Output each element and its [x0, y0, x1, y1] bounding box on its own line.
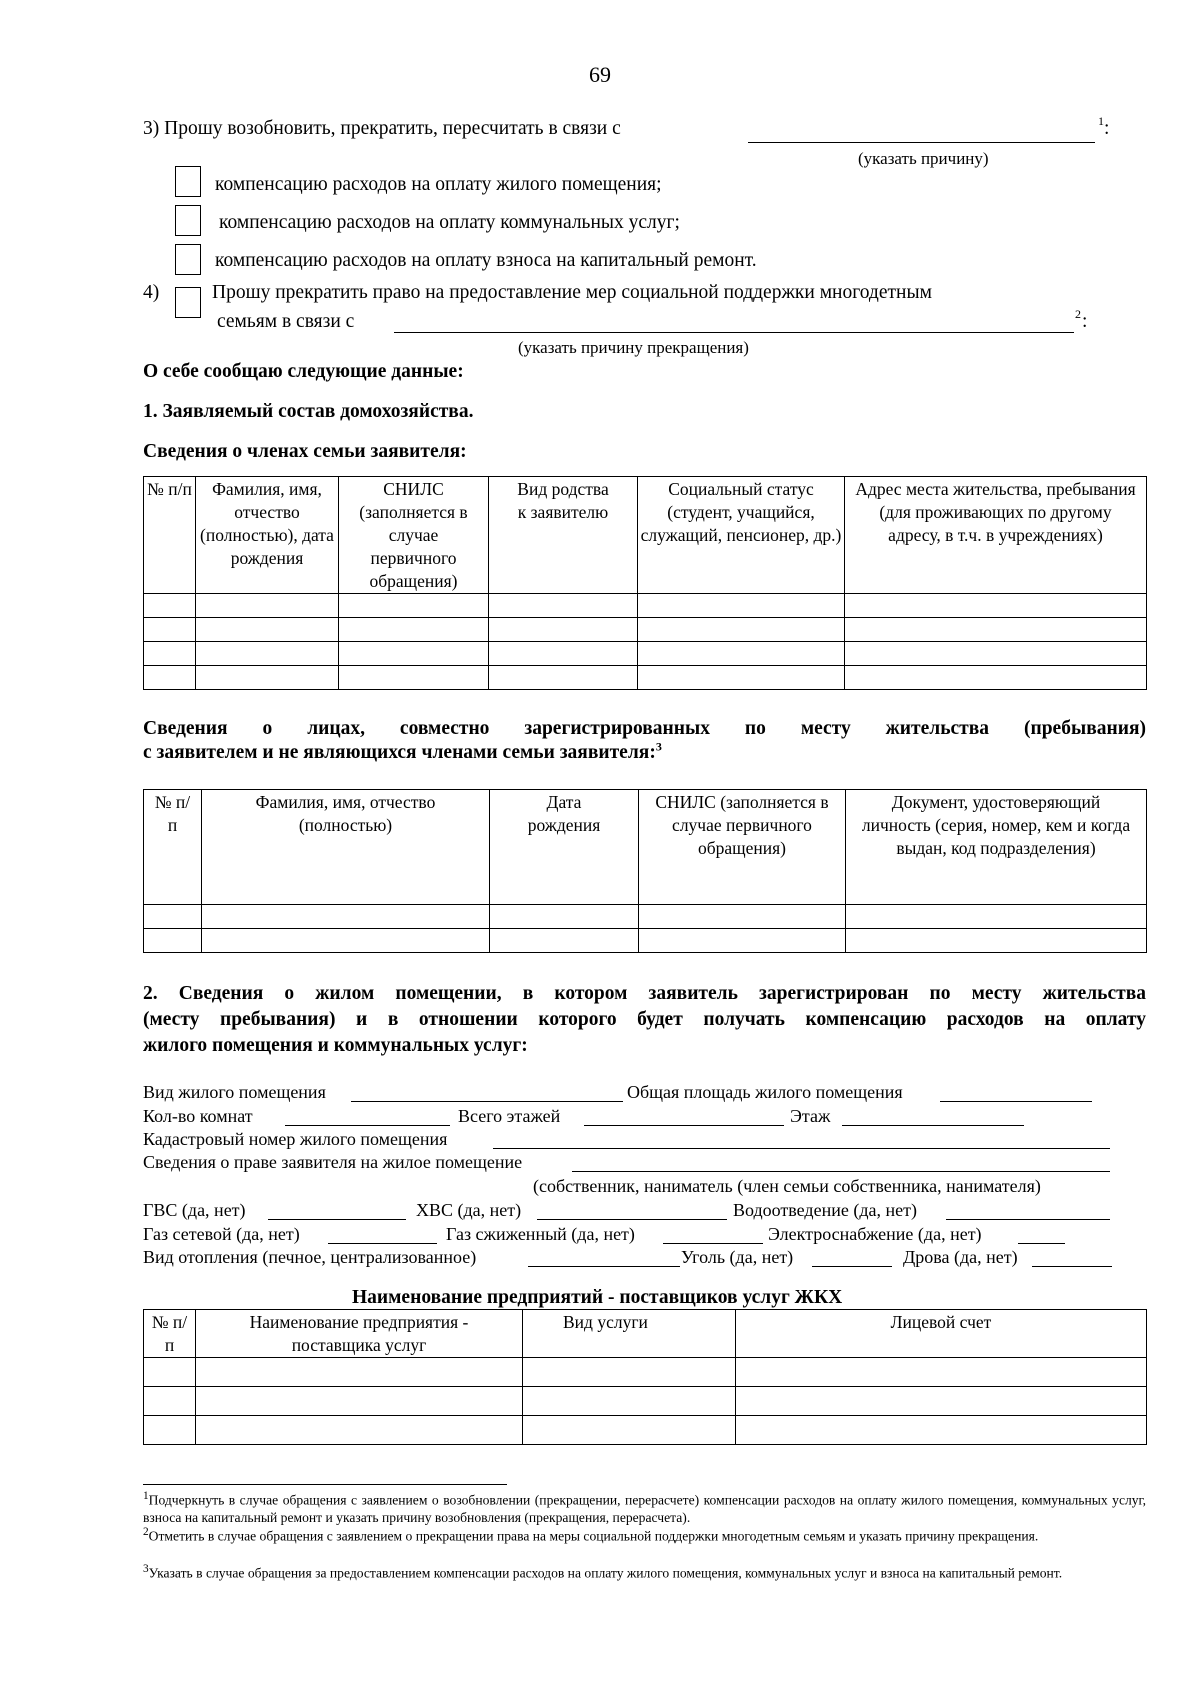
hot-water-label: ГВС (да, нет) — [143, 1200, 246, 1220]
item3-text: 3) Прошу возобновить, прекратить, пересчитать в связи с — [143, 118, 621, 139]
item4-hint: (указать причину прекращения) — [518, 338, 749, 357]
table-row[interactable] — [144, 1358, 1147, 1387]
table-row[interactable] — [144, 905, 1147, 929]
gas-liquefied-label: Газ сжиженный (да, нет) — [446, 1224, 635, 1244]
gas-network-label: Газ сетевой (да, нет) — [143, 1224, 300, 1244]
gas-network-field[interactable] — [328, 1243, 437, 1244]
header-cell: № п/п — [144, 477, 196, 594]
footnote-2-text: Отметить в случае обращения с заявлением о прекращении права на меры социальной поддержки многодетным семьям и указать причину прекращения. — [148, 1528, 1039, 1544]
header-cell: Документ, удостоверяющий личность (серия, номер, кем и когда выдан, код подразделения) — [846, 790, 1147, 905]
table-row[interactable] — [144, 594, 1147, 618]
footnote-1 — [143, 1488, 1146, 1526]
header-cell: Лицевой счет — [736, 1310, 1147, 1358]
drainage-field[interactable] — [946, 1219, 1110, 1220]
rooms-label: Кол-во комнат — [143, 1106, 253, 1126]
cold-water-field[interactable] — [537, 1219, 727, 1220]
coal-field[interactable] — [812, 1266, 892, 1267]
table-row[interactable] — [144, 618, 1147, 642]
firewood-field[interactable] — [1032, 1266, 1112, 1267]
coreg-footnote-ref: 3 — [655, 739, 662, 754]
rights-label: Сведения о праве заявителя на жилое помещение — [143, 1152, 523, 1172]
heating-field[interactable] — [528, 1266, 680, 1267]
suppliers-table — [143, 1309, 1147, 1445]
coreg-heading-line1: Сведения о лицах, совместно зарегистрированных по месту жительства (пребывания) — [143, 718, 1146, 739]
header-cell: Социальный статус (студент, учащийся, служащий, пенсионер, др.) — [638, 477, 845, 594]
item4-line2: семьям в связи с — [217, 311, 355, 332]
floors-total-label: Всего этажей — [458, 1106, 561, 1126]
family-table-header — [144, 477, 1147, 594]
coal-label: Уголь (да, нет) — [681, 1247, 794, 1267]
option-utilities-compensation: компенсацию расходов на оплату коммунальных услуг; — [219, 212, 680, 233]
footnote-3-num: 3 — [143, 1563, 149, 1575]
coreg-table-header — [144, 790, 1147, 905]
header-cell: Дата рождения — [490, 790, 639, 905]
header-cell: СНИЛС (заполняется в случае первичного обращения) — [639, 790, 846, 905]
item3-reason-line[interactable] — [748, 142, 1095, 143]
header-cell: № п/п — [144, 790, 202, 905]
item4-number: 4) — [143, 282, 160, 303]
cadastral-field[interactable] — [493, 1148, 1110, 1149]
footnote-1-num: 1 — [143, 1490, 149, 1502]
table-row[interactable] — [144, 1416, 1147, 1445]
electricity-field[interactable] — [1018, 1243, 1065, 1244]
section1-heading: 1. Заявляемый состав домохозяйства. — [143, 401, 474, 422]
cold-water-label: ХВС (да, нет) — [416, 1200, 522, 1220]
section2-line1: 2. Сведения о жилом помещении, в котором заявитель зарегистрирован по месту жительства — [143, 983, 1146, 1004]
item3-hint: (указать причину) — [858, 149, 989, 168]
header-cell: Фамилия, имя, отчество (полностью), дата рождения — [196, 477, 339, 594]
total-area-field[interactable] — [940, 1101, 1092, 1102]
checkbox-terminate-support[interactable] — [175, 287, 201, 318]
rights-field[interactable] — [572, 1171, 640, 1172]
gas-liquefied-field[interactable] — [663, 1243, 763, 1244]
about-heading: О себе сообщаю следующие данные: — [143, 361, 464, 382]
floor-field[interactable] — [842, 1125, 1024, 1126]
coreg-heading-line2-text: с заявителем и не являющихся членами семьи заявителя: — [143, 742, 656, 763]
header-cell: Фамилия, имя, отчество (полностью) — [202, 790, 490, 905]
checkbox-capital-repair-compensation[interactable] — [175, 244, 201, 275]
table-row[interactable] — [144, 642, 1147, 666]
family-heading: Сведения о членах семьи заявителя: — [143, 441, 467, 462]
floors-total-field[interactable] — [584, 1125, 784, 1126]
table-row[interactable] — [144, 929, 1147, 953]
cadastral-label: Кадастровый номер жилого помещения — [143, 1129, 448, 1149]
rights-field-extension[interactable] — [640, 1171, 1110, 1172]
page-number: 69 — [589, 62, 611, 87]
total-area-label: Общая площадь жилого помещения — [627, 1082, 903, 1102]
table-row[interactable] — [144, 1387, 1147, 1416]
firewood-label: Дрова (да, нет) — [903, 1247, 1018, 1267]
item4-reason-line[interactable] — [394, 332, 1074, 333]
item4-colon: : — [1082, 311, 1088, 332]
item4-footnote-ref: 2 — [1075, 307, 1081, 321]
footnote-3-text: Указать в случае обращения за предоставлением компенсации расходов на оплату жилого помещения, коммунальных услуг и взноса на капитальный ремонт. — [148, 1565, 1063, 1581]
section2-line3: жилого помещения и коммунальных услуг: — [143, 1035, 528, 1056]
suppliers-table-header — [144, 1310, 1147, 1358]
electricity-label: Электроснабжение (да, нет) — [768, 1224, 982, 1244]
option-housing-compensation: компенсацию расходов на оплату жилого помещения; — [215, 174, 662, 195]
section2-line2: (месту пребывания) и в отношении которого будет получать компенсацию расходов на оплату — [143, 1009, 1146, 1030]
item3-footnote-ref: 1 — [1098, 114, 1104, 128]
coreg-heading-line2 — [143, 739, 662, 764]
header-cell: Адрес места жительства, пребывания (для проживающих по другому адресу, в т.ч. в учреждениях) — [845, 477, 1147, 594]
heating-label: Вид отопления (печное, централизованное) — [143, 1247, 477, 1267]
suppliers-heading: Наименование предприятий - поставщиков услуг ЖКХ — [352, 1287, 843, 1308]
footnote-1-text: Подчеркнуть в случае обращения с заявлением о возобновлении (прекращении, перерасчете) компенсации расходов на оплату жилого помещения, коммунальных услуг, взноса на капитальный ремонт и указать причину возобновления (прекращения, перерасчета). — [143, 1492, 1146, 1525]
housing-type-label: Вид жилого помещения — [143, 1082, 326, 1102]
option-capital-repair-compensation: компенсацию расходов на оплату взноса на капитальный ремонт. — [215, 250, 757, 271]
footnote-3 — [143, 1561, 1146, 1582]
header-cell: № п/п — [144, 1310, 196, 1358]
rights-hint: (собственник, наниматель (член семьи собственника, нанимателя) — [533, 1176, 1041, 1196]
housing-type-field[interactable] — [351, 1101, 623, 1102]
drainage-label: Водоотведение (да, нет) — [733, 1200, 917, 1220]
header-cell: СНИЛС (заполняется в случае первичного обращения) — [339, 477, 489, 594]
footnote-2-num: 2 — [143, 1526, 149, 1538]
header-cell: Вид родства к заявителю — [489, 477, 638, 594]
hot-water-field[interactable] — [268, 1219, 406, 1220]
header-cell: Наименование предприятия - поставщика услуг — [196, 1310, 523, 1358]
item4-line1: Прошу прекратить право на предоставление мер социальной поддержки многодетным — [212, 282, 932, 303]
checkbox-utilities-compensation[interactable] — [175, 205, 201, 236]
rooms-field[interactable] — [285, 1125, 450, 1126]
item3-colon: : — [1104, 118, 1110, 139]
family-members-table — [143, 476, 1147, 690]
header-cell: Вид услуги — [523, 1310, 736, 1358]
footnote-separator — [143, 1484, 507, 1485]
footnote-2 — [143, 1524, 1146, 1545]
checkbox-housing-compensation[interactable] — [175, 166, 201, 197]
table-row[interactable] — [144, 666, 1147, 690]
floor-label: Этаж — [790, 1106, 831, 1126]
coregistered-persons-table — [143, 789, 1147, 953]
